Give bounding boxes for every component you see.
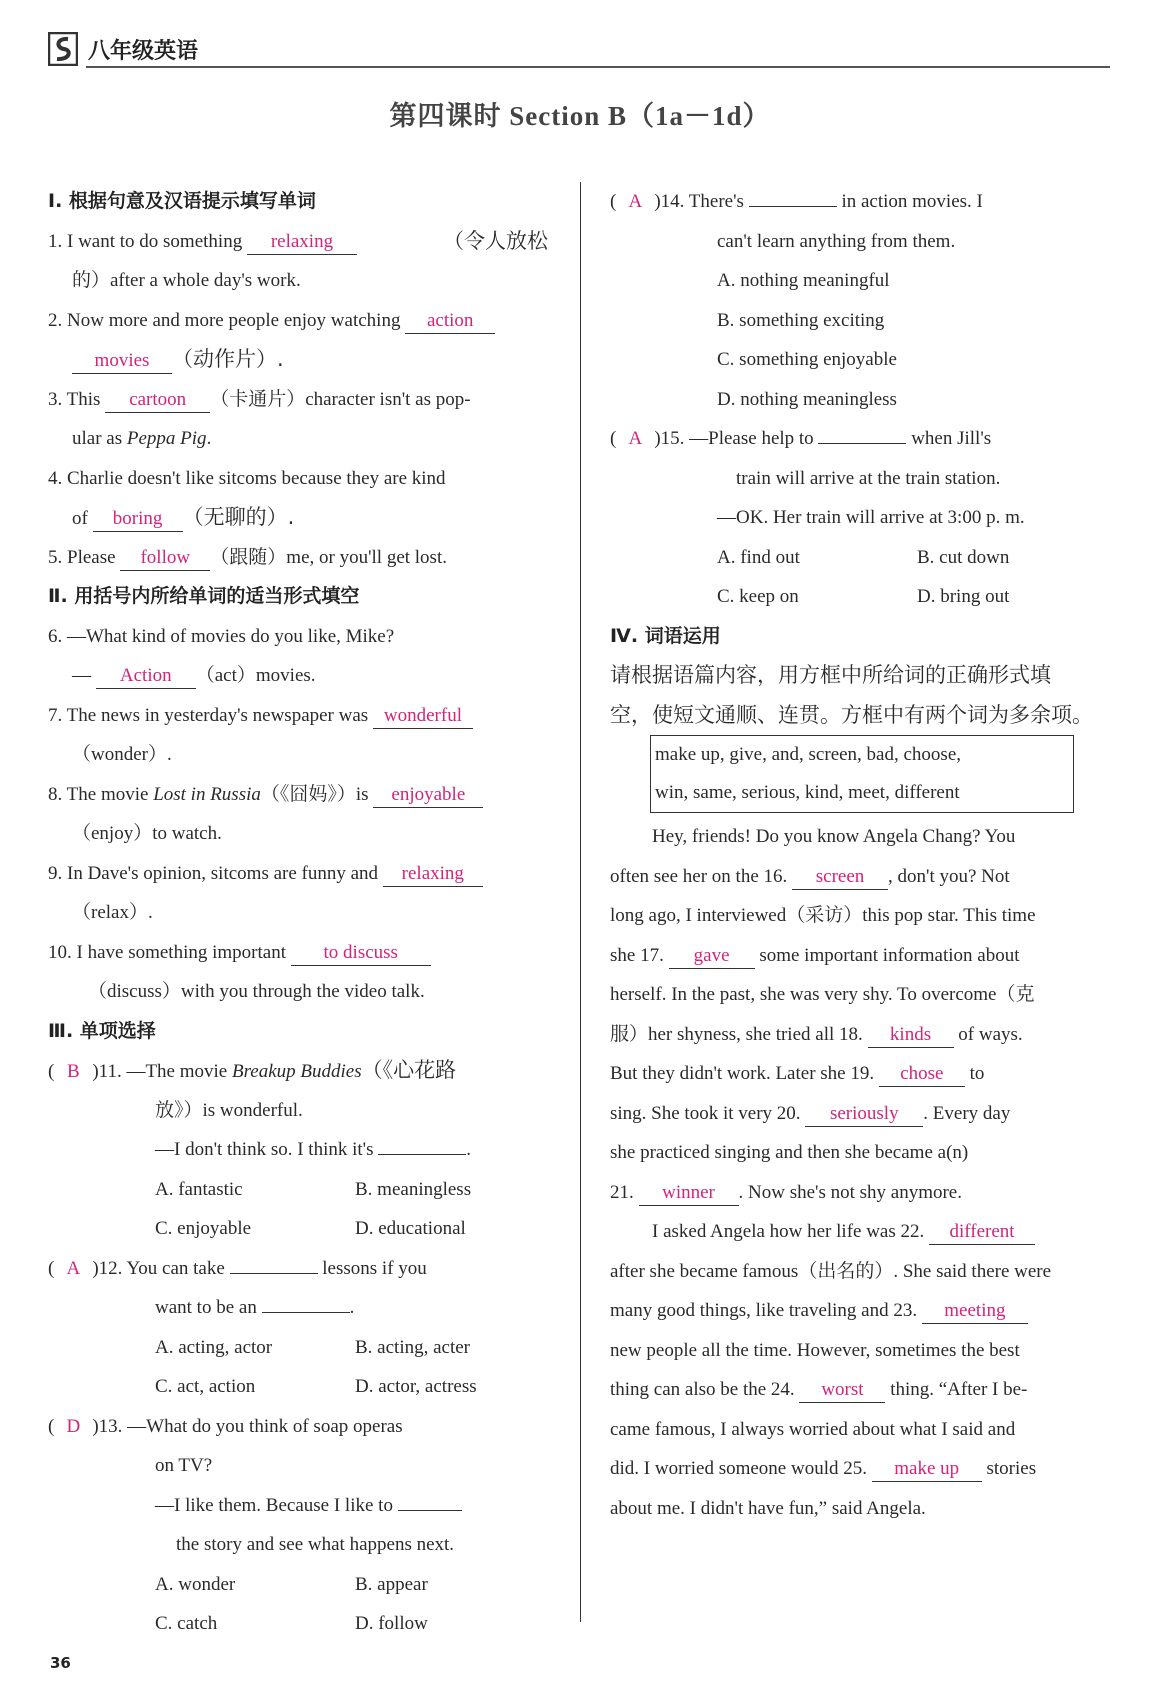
question-3: 3. This cartoon （卡通片）character isn't as pop-	[48, 380, 548, 420]
passage-line: often see her on the 16. screen , don't you? Not	[610, 857, 1114, 897]
page-number: 36	[50, 1654, 71, 1672]
passage-line: about me. I didn't have fun,” said Angela.	[610, 1497, 926, 1519]
question-13-cont: on TV?	[155, 1455, 213, 1476]
question-13: ( D )13. —What do you think of soap operas	[48, 1407, 548, 1447]
passage-line: after she became famous（出名的）. She said there were	[610, 1260, 1052, 1282]
passage-line: 21. winner . Now she's not shy anymore.	[610, 1173, 1114, 1213]
section-heading: Ⅱ. 用括号内所给单词的适当形式填空	[48, 585, 360, 607]
passage-line: Hey, friends! Do you know Angela Chang? You	[652, 826, 1016, 847]
options: C. keep on D. bring out	[717, 586, 1010, 607]
question-6-cont: — Action （act）movies.	[48, 656, 548, 696]
answer: wonderful	[373, 704, 473, 729]
answer: movies	[72, 349, 172, 374]
question-4-cont: of boring （无聊的）.	[48, 498, 548, 538]
passage-line: many good things, like traveling and 23. meeting	[610, 1291, 1114, 1331]
passage-line: sing. She took it very 20. seriously . Every day	[610, 1094, 1114, 1134]
passage-line: But they didn't work. Later she 19. chose to	[610, 1054, 1114, 1094]
passage-line: new people all the time. However, sometimes the best	[610, 1339, 1020, 1361]
option: D. nothing meaningless	[717, 388, 897, 410]
question-6: 6. —What kind of movies do you like, Mike?	[48, 625, 395, 647]
option: B. something exciting	[717, 309, 885, 331]
answer: relaxing	[247, 230, 357, 255]
question-11-cont: 放》）is wonderful.	[155, 1099, 303, 1121]
question-8-cont: （enjoy）to watch.	[72, 823, 222, 844]
answer: meeting	[922, 1299, 1028, 1324]
option: C. something enjoyable	[717, 349, 897, 370]
question-2-cont: movies （动作片）.	[48, 340, 548, 380]
question-13-cont: —I like them. Because I like to	[48, 1486, 548, 1526]
word-bank-row: make up, give, and, screen, bad, choose,	[655, 744, 962, 765]
answer: boring	[93, 507, 183, 532]
section-heading: Ⅲ. 单项选择	[48, 1019, 156, 1042]
answer: winner	[639, 1181, 739, 1206]
answer: seriously	[805, 1102, 923, 1127]
right-column	[610, 182, 1114, 1528]
passage-line: she practiced singing and then she became a(n)	[610, 1142, 969, 1163]
answer: chose	[879, 1062, 965, 1087]
options: C. catch D. follow	[155, 1613, 428, 1634]
options: A. fantastic B. meaningless	[155, 1178, 472, 1200]
answer: action	[405, 309, 495, 334]
question-7-cont: （wonder）.	[72, 744, 172, 765]
question-10-cont: （discuss）with you through the video talk.	[88, 981, 425, 1002]
column-divider	[580, 182, 581, 1622]
answer: cartoon	[105, 388, 210, 413]
options: C. act, action D. actor, actress	[155, 1376, 477, 1397]
answer: screen	[792, 865, 888, 890]
options: C. enjoyable D. educational	[155, 1218, 466, 1239]
answer: make up	[872, 1457, 982, 1482]
question-15-cont: train will arrive at the train station.	[736, 467, 1001, 489]
question-14: ( A )14. There's in action movies. I	[610, 182, 1114, 222]
question-11: ( B )11. —The movie Breakup Buddies（《心花路	[48, 1051, 548, 1091]
option: A. nothing meaningful	[717, 270, 890, 291]
word-bank	[650, 735, 1074, 813]
instructions: 空，使短文通顺、连贯。方框中有两个词为多余项。	[610, 702, 1093, 727]
question-4: 4. Charlie doesn't like sitcoms because they are kind	[48, 467, 446, 489]
question-12: ( A )12. You can take lessons if you	[48, 1249, 548, 1289]
question-11-cont: —I don't think so. I think it's .	[155, 1139, 471, 1160]
answer-choice: B	[66, 1061, 80, 1082]
question-14-cont: can't learn anything from them.	[717, 230, 956, 252]
lesson-title: 第四课时 Section B（1a－1d）	[389, 101, 771, 131]
question-1-cont: 的）after a whole day's work.	[72, 270, 301, 291]
answer-choice: A	[628, 191, 643, 212]
question-12-cont: want to be an .	[155, 1297, 355, 1318]
question-15: ( A )15. —Please help to when Jill's	[610, 419, 1114, 459]
passage-line: herself. In the past, she was very shy. To overcome（克	[610, 984, 1035, 1005]
question-3-cont: ular as Peppa Pig.	[72, 428, 212, 449]
question-13-cont: the story and see what happens next.	[176, 1534, 455, 1555]
answer: enjoyable	[373, 783, 483, 808]
instructions: 请根据语篇内容，用方框中所给词的正确形式填	[610, 663, 1051, 687]
passage-line: long ago, I interviewed（采访）this pop star. This time	[610, 905, 1036, 926]
answer: to discuss	[291, 941, 431, 966]
answer: Action	[96, 664, 196, 689]
question-15-cont: —OK. Her train will arrive at 3:00 p. m.	[717, 507, 1025, 528]
question-5: 5. Please follow （跟随）me, or you'll get lost.	[48, 538, 548, 578]
header-rule	[86, 66, 1110, 68]
question-10: 10. I have something important to discuss	[48, 933, 548, 973]
page-header	[48, 32, 1110, 70]
answer-choice: D	[66, 1415, 81, 1437]
passage-line: did. I worried someone would 25. make up stories	[610, 1449, 1114, 1489]
answer: relaxing	[383, 862, 483, 887]
passage-line: came famous, I always worried about what I said and	[610, 1418, 1016, 1440]
options: A. find out B. cut down	[717, 546, 1010, 568]
answer: gave	[669, 944, 755, 969]
question-8: 8. The movie Lost in Russia（《囧妈》）is enjoyable	[48, 775, 548, 815]
book-title: 八年级英语	[88, 39, 199, 64]
answer-choice: A	[628, 428, 643, 449]
publisher-logo-icon	[48, 32, 78, 66]
answer-choice: A	[66, 1257, 81, 1279]
options: A. wonder B. appear	[155, 1573, 428, 1595]
question-9-cont: （relax）.	[72, 902, 153, 923]
answer: follow	[120, 546, 210, 571]
word-bank-row: win, same, serious, kind, meet, different	[655, 782, 960, 803]
section-heading: Ⅰ. 根据句意及汉语提示填写单词	[48, 190, 316, 212]
section-heading: Ⅳ. 词语运用	[610, 624, 721, 647]
left-column	[48, 182, 548, 1644]
passage-line: I asked Angela how her life was 22. different	[610, 1212, 1114, 1252]
answer: worst	[799, 1378, 885, 1403]
question-9: 9. In Dave's opinion, sitcoms are funny and relaxing	[48, 854, 548, 894]
passage-line: 服）her shyness, she tried all 18. kinds of ways.	[610, 1015, 1114, 1055]
passage-line: she 17. gave some important information about	[610, 936, 1114, 976]
question-1: 1. I want to do something relaxing （令人放松	[48, 228, 548, 253]
question-7: 7. The news in yesterday's newspaper was wonderful	[48, 696, 548, 736]
answer: different	[929, 1220, 1035, 1245]
options: A. acting, actor B. acting, acter	[155, 1336, 471, 1358]
question-2: 2. Now more and more people enjoy watching action	[48, 301, 548, 341]
passage-line: thing can also be the 24. worst thing. “After I be-	[610, 1370, 1114, 1410]
answer: kinds	[868, 1023, 954, 1048]
